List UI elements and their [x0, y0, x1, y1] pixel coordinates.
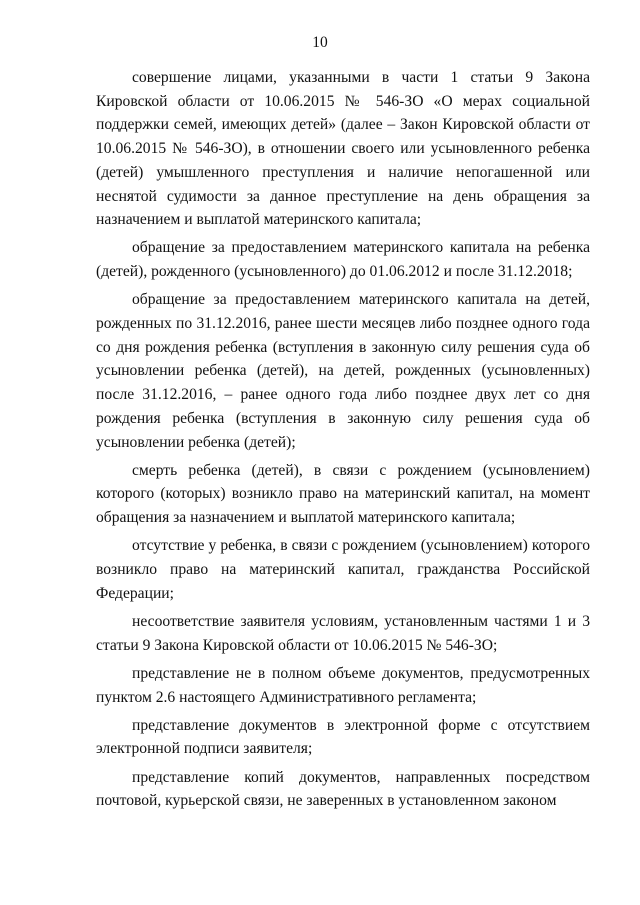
paragraph-electronic-signature: представление документов в электронной форме с отсутствием электронной подписи заявителя; — [96, 716, 590, 758]
paragraph-citizenship: отсутствие у ребенка, в связи с рождением (усыновлением) которого возникло право на материнский капитал, гражданства Российской Федерации; — [96, 537, 590, 602]
paragraph-uncertified-copies: представление копий документов, направленных посредством почтовой, курьерской связи, не заверенных в установленном законом — [96, 768, 590, 810]
paragraph-applicant-conditions: несоответствие заявителя условиям, установленным частями 1 и 3 статьи 9 Закона Кировской области от 10.06.2015 № 546-ЗО; — [96, 612, 590, 654]
page-number: 10 — [312, 34, 328, 51]
paragraph-child-death: смерть ребенка (детей), в связи с рождением (усыновлением) которого (которых) возникло право на материнский капитал, на момент обращения за назначением и выплатой материнского капитала; — [96, 461, 590, 527]
paragraph-incomplete-documents: представление не в полном объеме документов, предусмотренных пунктом 2.6 настоящего Административного регламента; — [96, 664, 590, 706]
document-body — [96, 66, 590, 813]
paragraph-application-deadline: обращение за предоставлением материнского капитала на детей, рожденных по 31.12.2016, ранее шести месяцев либо позднее одного года со дня рождения ребенка (вступления в законную силу решения суда об усыновлении ребенка (детей), на детей, рожденных (усыновленных) после 31.12.2016, – ранее одного года либо позднее двух лет со дня рождения ребенка (вступления в законную силу решения суда об усыновлении ребенка (детей); — [96, 291, 590, 451]
paragraph-birth-date-range: обращение за предоставлением материнского капитала на ребенка (детей), рожденного (усыновленного) до 01.06.2012 и после 31.12.2018; — [96, 239, 590, 281]
paragraph-crime-conviction: совершение лицами, указанными в части 1 статьи 9 Закона Кировской области от 10.06.2015 № 546-ЗО «О мерах социальной поддержки семей, имеющих детей» (далее – Закон Кировской области от 10.06.2015 № 546-ЗО), в отношении своего или усыновленного ребенка (детей) умышленного преступления и наличие непогашенной или неснятой судимости за данное преступление на день обращения за назначением и выплатой материнского капитала; — [96, 69, 590, 229]
